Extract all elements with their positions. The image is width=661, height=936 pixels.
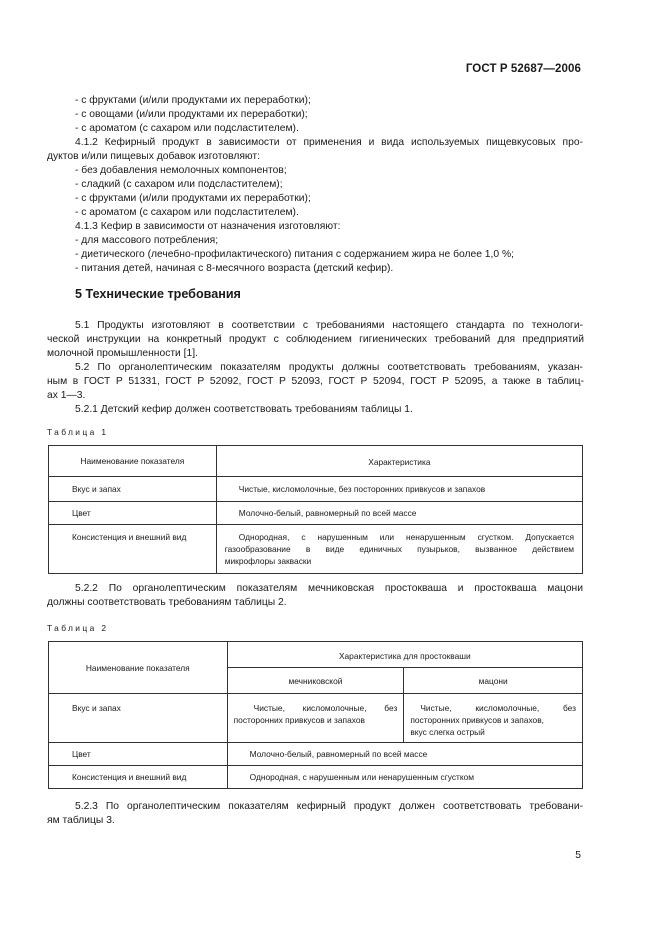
header-cell: Наименование показателя [49,642,228,694]
row-name-cell: Цвет [49,502,217,525]
list-item: - с овощами (и/или продуктами их переработки); [75,109,308,120]
paragraph-line: 5.2.2 По органолептическим показателям мечниковская простокваша и простокваша мацони [75,583,583,594]
row-value-cell: Однородная, с нарушенным или ненарушенным сгустком [227,766,582,789]
row-value-cell [404,694,583,743]
cell-line: посторонних привкусов и запахов, [410,715,544,725]
table-row [49,477,583,502]
paragraph-line: 4.1.3 Кефир в зависимости от назначения изготовляют: [75,221,341,232]
table-1 [48,445,583,574]
header-cell: Наименование показателя [49,446,217,477]
list-item: - питания детей, начиная с 8-месячного возраста (детский кефир). [75,263,394,274]
row-name-cell: Вкус и запах [49,694,228,743]
page-number: 5 [575,850,581,861]
table-row [49,525,583,574]
paragraph-line: 5.2.3 По органолептическим показателям кефирный продукт должен соответствовать требовани- [75,801,583,812]
row-value-cell: Молочно-белый, равномерный по всей массе [227,743,582,766]
list-item: - с фруктами (и/или продуктами их переработки); [75,193,311,204]
paragraph-line: 4.1.2 Кефирный продукт в зависимости от применения и вида используемых пищевкусовых про- [75,137,583,148]
list-item: - с ароматом (с сахаром или подсластителем). [75,207,299,218]
cell-line: Чистые, кисломолочные, без [253,703,398,713]
header-cell: Характеристика [216,446,582,477]
table-header-row [49,446,583,477]
cell-line: посторонних привкусов и запахов [233,715,365,725]
subheader-cell: мечниковской [227,668,404,694]
table-row [49,694,583,743]
table-2-caption: Таблица 2 [47,623,109,633]
paragraph-line: должны соответствовать требованиям таблицы 2. [47,597,287,608]
header-group-cell: Характеристика для простокваши [227,642,582,668]
row-value-cell [216,525,582,574]
list-item: - для массового потребления; [75,235,219,246]
paragraph-line: ным в ГОСТ Р 51331, ГОСТ Р 52092, ГОСТ Р 52093, ГОСТ Р 52094, ГОСТ Р 52095, а также в таблиц- [47,376,584,387]
list-item: - с фруктами (и/или продуктами их переработки); [75,95,311,106]
row-name-cell: Консистенция и внешний вид [49,525,217,574]
row-value-cell: Молочно-белый, равномерный по всей массе [216,502,582,525]
document-id-header: ГОСТ Р 52687—2006 [465,63,581,75]
list-item: - сладкий (с сахаром или подсластителем); [75,179,283,190]
paragraph-line: 5.1 Продукты изготовляют в соответствии с требованиями настоящего стандарта по технологи- [75,320,583,331]
paragraph-line: молочной промышленности [1]. [47,348,198,359]
row-value-cell [227,694,404,743]
list-item: - с ароматом (с сахаром или подсластителем). [75,123,299,134]
row-name-cell: Вкус и запах [49,477,217,502]
list-item: - диетического (лечебно-профилактического) питания с содержанием жира не более 1,0 %; [75,249,514,260]
paragraph-line: ям таблицы 3. [47,815,115,826]
row-value-cell: Чистые, кисломолочные, без посторонних привкусов и запахов [216,477,582,502]
subheader-cell: мацони [404,668,583,694]
list-item: - без добавления немолочных компонентов; [75,165,287,176]
table-row [49,502,583,525]
paragraph-line: 5.2 По органолептическим показателям продукты должны соответствовать требованиям, указан- [75,362,583,373]
paragraph-line: ах 1—3. [47,390,86,401]
cell-line: микрофлоры закваски [224,556,312,566]
table-1-caption: Таблица 1 [47,427,109,437]
cell-line: вкус слегка острый [410,727,485,737]
paragraph-line: 5.2.1 Детский кефир должен соответствовать требованиям таблицы 1. [75,404,413,415]
cell-line: газообразование в виде единичных пузырьков, вызванное действием [224,544,574,554]
paragraph-line: дуктов и/или пищевых добавок изготовляют: [47,151,261,162]
row-name-cell: Цвет [49,743,228,766]
cell-line: Чистые, кисломолочные, без [420,703,576,713]
table-row [49,743,583,766]
paragraph-line: ческой инструкции на конкретный продукт с соблюдением гигиенических требований для предприятий [47,334,584,345]
section-heading: 5 Технические требования [75,287,241,301]
table-header-row [49,642,583,668]
row-name-cell: Консистенция и внешний вид [49,766,228,789]
table-2 [48,641,583,789]
table-row [49,766,583,789]
cell-line: Однородная, с нарушенным или ненарушенным сгустком. Допускается [238,532,574,542]
